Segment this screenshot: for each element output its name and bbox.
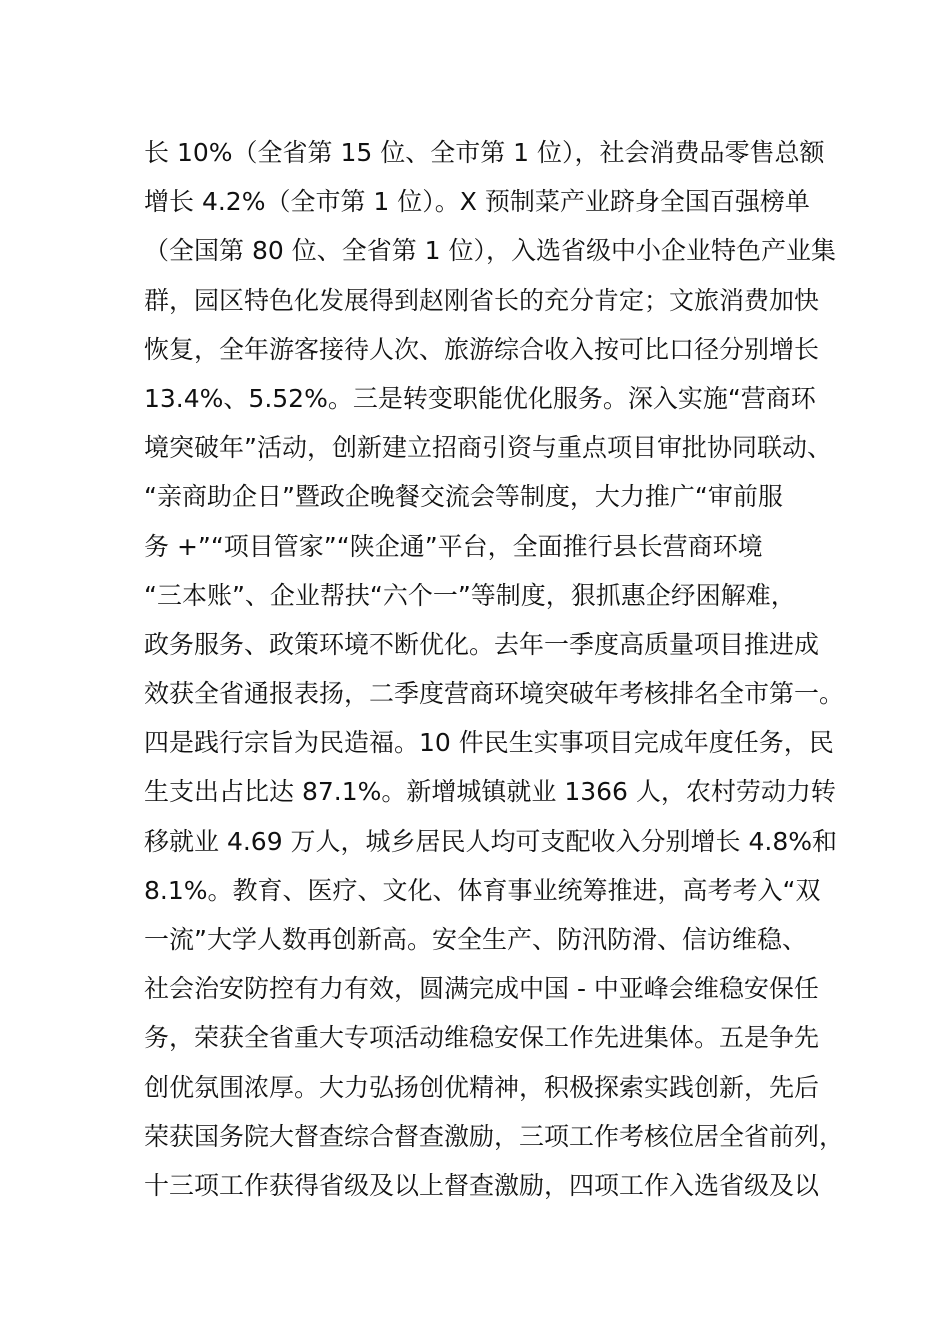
text-line: 境突破年”活动，创新建立招商引资与重点项目审批协同联动、 (144, 433, 832, 463)
text-line: 一流”大学人数再创新高。安全生产、防汛防滑、信访维稳、 (144, 925, 807, 954)
text-line: 效获全省通报表扬，二季度营商环境突破年考核排名全市第一。 (144, 679, 845, 709)
text-line: 四是践行宗旨为民造福。10 件民生实事项目完成年度任务，民 (144, 728, 834, 758)
text-line: 政务服务、政策环境不断优化。去年一季度高质量项目推进成 (144, 629, 820, 659)
text-line: 13.4%、5.52%。三是转变职能优化服务。深入实施“营商环 (144, 383, 816, 413)
text-line: 8.1%。教育、医疗、文化、体育事业统筹推进，高考考入“双 (144, 875, 821, 905)
text-line: 务，荣获全省重大专项活动维稳安保工作先进集体。五是争先 (144, 1023, 820, 1053)
text-line: “亲商助企日”暨政企晚餐交流会等制度，大力推广“审前服 (144, 482, 783, 512)
text-line: 创优氛围浓厚。大力弘扬创优精神，积极探索实践创新，先后 (144, 1072, 820, 1102)
text-line: 生支出占比达 87.1%。新增城镇就业 1366 人，农村劳动力转 (144, 777, 836, 807)
text-line: 长 10%（全省第 15 位、全市第 1 位），社会消费品零售总额 (144, 138, 825, 167)
text-line: 十三项工作获得省级及以上督查激励，四项工作入选省级及以 (144, 1170, 820, 1200)
text-line: 移就业 4.69 万人，城乡居民人均可支配收入分别增长 4.8%和 (144, 826, 838, 856)
text-line: 荣获国务院大督查综合督查激励，三项工作考核位居全省前列， (144, 1121, 845, 1151)
text-line: 增长 4.2%（全市第 1 位）。X 预制菜产业跻身全国百强榜单 (144, 187, 810, 217)
text-line: “三本账”、企业帮扶“六个一”等制度，狠抓惠企纾困解难， (144, 580, 796, 610)
text-line: 务 +”“项目管家”“陕企通”平台，全面推行县长营商环境 (144, 531, 763, 561)
body-text (144, 128, 844, 1210)
text-line: 群，园区特色化发展得到赵刚省长的充分肯定；文旅消费加快 (144, 285, 820, 315)
text-line: 社会治安防控有力有效，圆满完成中国 - 中亚峰会维稳安保任 (144, 974, 819, 1004)
text-line: 恢复，全年游客接待人次、旅游综合收入按可比口径分别增长 (144, 334, 820, 364)
text-line: （全国第 80 位、全省第 1 位），入选省级中小企业特色产业集 (144, 236, 837, 266)
